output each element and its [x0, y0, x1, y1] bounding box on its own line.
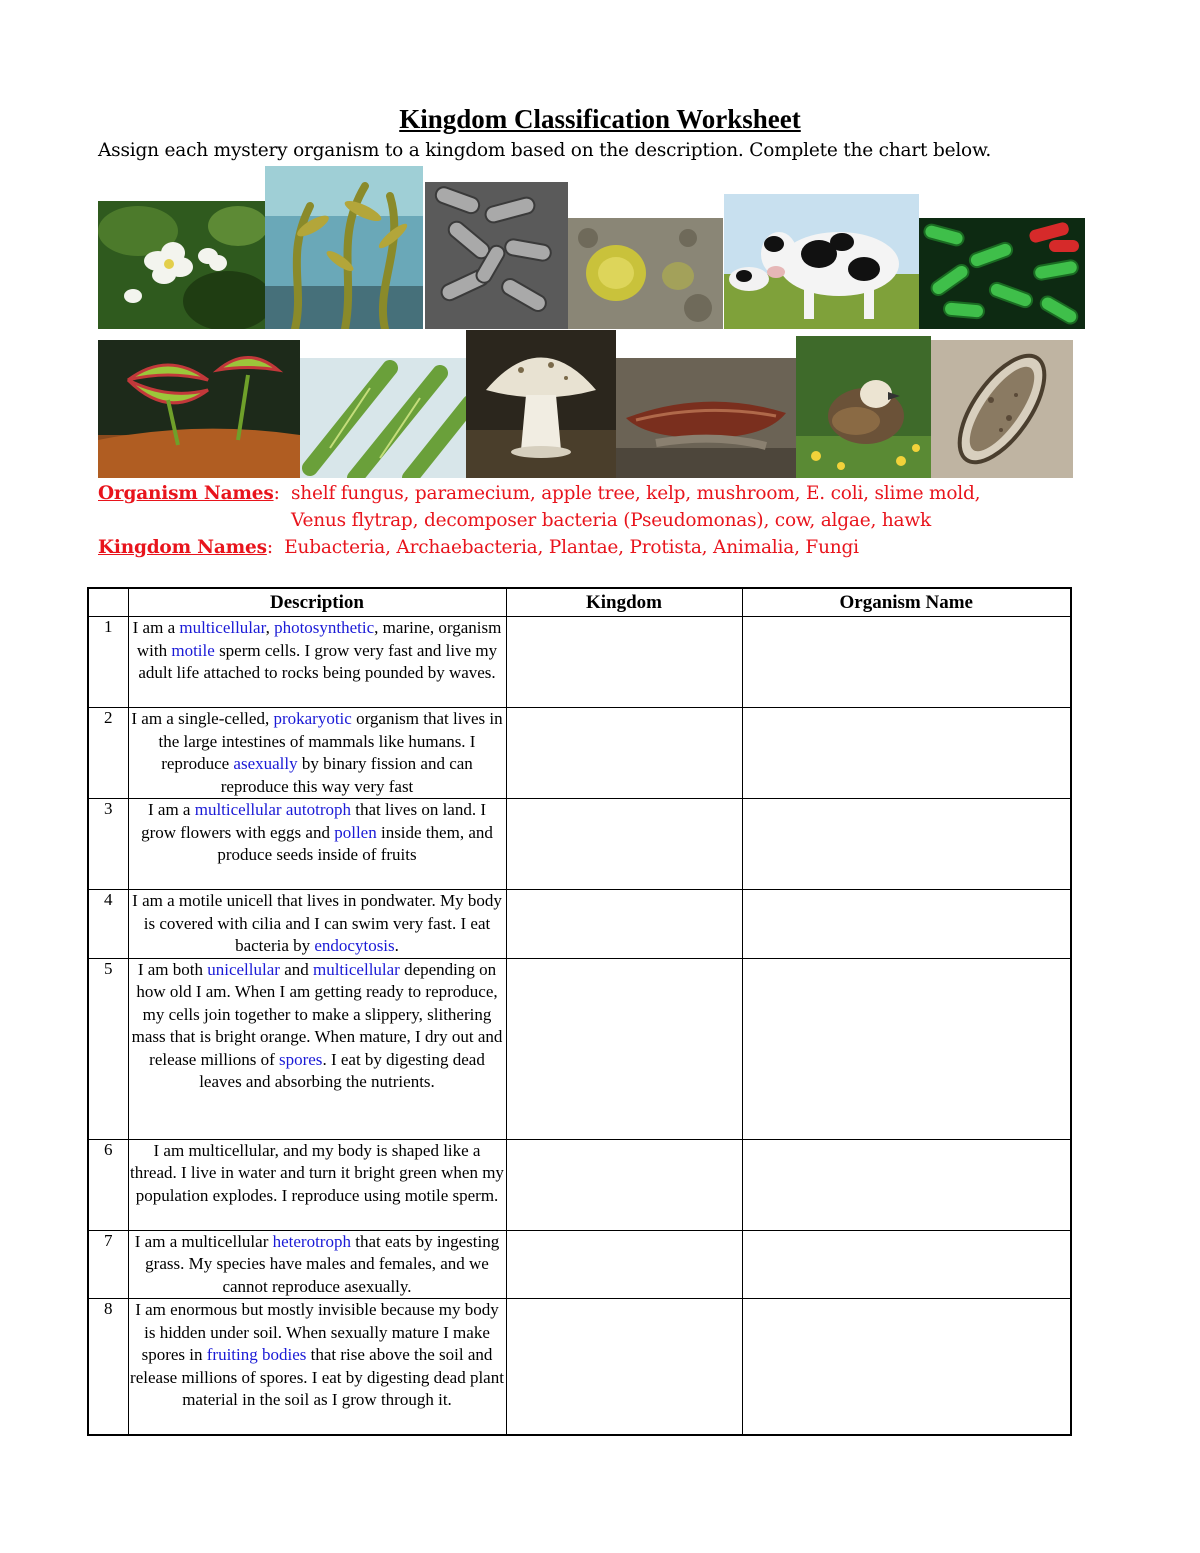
shelf-fungus-photo — [616, 358, 796, 478]
kingdom-answer-cell[interactable] — [506, 890, 742, 959]
key-term: motile — [171, 640, 215, 660]
description-text: I am a motile unicell that lives in pondwater. My body is covered with cilia and I can swim very fast. I eat bacteria by — [132, 891, 502, 955]
table-row — [88, 1299, 1071, 1435]
apple-blossom-photo — [98, 201, 265, 329]
paramecium-photo — [931, 340, 1073, 478]
organism-names-list-1: shelf fungus, paramecium, apple tree, kelp, mushroom, E. coli, slime mold, — [290, 483, 981, 504]
key-term: multicellular autotroph — [194, 800, 351, 819]
kingdom-answer-cell[interactable] — [506, 1139, 742, 1230]
table-row — [88, 617, 1071, 708]
description-text: and — [279, 959, 313, 979]
table-row — [88, 708, 1071, 799]
organism-answer-cell[interactable] — [742, 1299, 1071, 1435]
row-description — [128, 1299, 506, 1435]
row-number: 2 — [88, 708, 128, 799]
row-description — [128, 708, 506, 799]
kingdom-names-label: Kingdom Names — [98, 537, 267, 558]
description-text: . I eat by digesting dead leaves and absorbing the nutrients. — [199, 1049, 485, 1091]
cow-photo — [724, 194, 919, 329]
organism-answer-cell[interactable] — [742, 1230, 1071, 1299]
row-description — [128, 617, 506, 708]
key-term: spores — [278, 1049, 323, 1069]
description-text: I am a multicellular — [134, 1231, 273, 1251]
instructions: Assign each mystery organism to a kingdom based on the description. Complete the chart below. — [98, 140, 992, 161]
header-kingdom: Kingdom — [506, 588, 742, 617]
description-text: , marine, organism with — [136, 618, 502, 660]
row-description — [128, 958, 506, 1139]
kingdom-answer-cell[interactable] — [506, 617, 742, 708]
green-bacteria-photo — [919, 218, 1085, 329]
organism-answer-cell[interactable] — [742, 799, 1071, 890]
description-text: I am a — [147, 800, 195, 819]
kingdom-names-line: Kingdom Names: Eubacteria, Archaebacteria, Plantae, Protista, Animalia, Fungi — [98, 537, 859, 558]
key-term: fruiting bodies — [206, 1345, 307, 1364]
organism-names-line1: Organism Names: shelf fungus, paramecium, apple tree, kelp, mushroom, E. coli, slime mold, — [98, 483, 981, 504]
kingdom-answer-cell[interactable] — [506, 708, 742, 799]
key-term: multicellular — [312, 959, 400, 979]
description-text: that lives on land. I grow flowers with eggs and — [141, 800, 487, 842]
kingdom-names-list: Eubacteria, Archaebacteria, Plantae, Protista, Animalia, Fungi — [284, 537, 859, 558]
table-row — [88, 958, 1071, 1139]
header-number — [88, 588, 128, 617]
algae-filament-photo — [300, 358, 466, 478]
header-organism-name: Organism Name — [742, 588, 1071, 617]
organism-names-list-2: Venus flytrap, decomposer bacteria (Pseudomonas), cow, algae, hawk — [291, 510, 932, 531]
row-number: 3 — [88, 799, 128, 890]
organism-answer-cell[interactable] — [742, 708, 1071, 799]
description-text: , — [265, 618, 275, 637]
key-term: multicellular — [179, 618, 266, 637]
kingdom-answer-cell[interactable] — [506, 958, 742, 1139]
table-row — [88, 890, 1071, 959]
description-text: organism that lives in the large intestines of mammals like humans. I reproduce — [158, 709, 503, 773]
header-description: Description — [128, 588, 506, 617]
table-row — [88, 799, 1071, 890]
row-number: 1 — [88, 617, 128, 708]
description-text: I am enormous but mostly invisible because my body is hidden under soil. When sexually mature I make spores in — [135, 1300, 499, 1364]
kelp-photo — [265, 166, 423, 329]
row-number: 6 — [88, 1139, 128, 1230]
kingdom-answer-cell[interactable] — [506, 799, 742, 890]
description-text: I am a — [132, 618, 180, 637]
key-term: photosynthetic — [274, 618, 375, 637]
description-text: I am multicellular, and my body is shaped like a thread. I live in water and turn it bright green when my population explodes. I reproduce using motile sperm. — [130, 1140, 504, 1205]
row-number: 7 — [88, 1230, 128, 1299]
row-number: 8 — [88, 1299, 128, 1435]
hawk-photo — [796, 336, 931, 478]
organism-answer-cell[interactable] — [742, 958, 1071, 1139]
kingdom-answer-cell[interactable] — [506, 1230, 742, 1299]
table-row — [88, 1230, 1071, 1299]
slime-mold-photo — [568, 218, 723, 329]
description-text: depending on how old I am. When I am getting ready to reproduce, my cells join together to make a slippery, slithering mass that is bright orange. When mature, I dry out and release millions of — [131, 959, 503, 1069]
row-description — [128, 1139, 506, 1230]
row-description — [128, 890, 506, 959]
organism-answer-cell[interactable] — [742, 1139, 1071, 1230]
description-text: inside them, and produce seeds inside of fruits — [217, 822, 493, 864]
table-row — [88, 1139, 1071, 1230]
description-text: I am a single-celled, — [131, 709, 274, 728]
mushroom-photo — [466, 330, 616, 478]
classification-chart — [87, 587, 1072, 1436]
key-term: pollen — [334, 822, 377, 842]
worksheet-title: Kingdom Classification Worksheet — [399, 104, 801, 134]
key-term: endocytosis — [314, 936, 395, 955]
row-description — [128, 799, 506, 890]
description-text: sperm cells. I grow very fast and live my adult life attached to rocks being pounded by waves. — [138, 640, 498, 682]
row-number: 4 — [88, 890, 128, 959]
organism-names-label: Organism Names — [98, 483, 274, 504]
key-term: unicellular — [207, 959, 280, 979]
organism-answer-cell[interactable] — [742, 890, 1071, 959]
kingdom-answer-cell[interactable] — [506, 1299, 742, 1435]
key-term: asexually — [233, 754, 298, 773]
description-text: I am both — [137, 959, 208, 979]
row-description — [128, 1230, 506, 1299]
description-text: by binary fission and can reproduce this way very fast — [220, 754, 473, 796]
organism-answer-cell[interactable] — [742, 617, 1071, 708]
description-text: that rise above the soil and release millions of spores. I eat by digesting dead plant material in the soil as I grow through it. — [130, 1345, 504, 1409]
key-term: heterotroph — [272, 1231, 351, 1251]
description-text: that eats by ingesting grass. My species have males and females, and we cannot reproduce asexually. — [145, 1231, 500, 1296]
key-term: prokaryotic — [273, 709, 352, 728]
venus-flytrap-photo — [98, 340, 300, 478]
description-text: . — [394, 936, 399, 955]
row-number: 5 — [88, 958, 128, 1139]
bacteria-micrograph-photo — [425, 182, 568, 329]
